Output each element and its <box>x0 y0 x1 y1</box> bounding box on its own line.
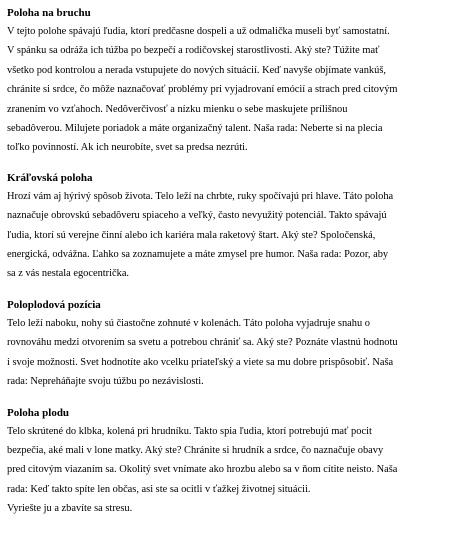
paragraph-line: Telo leží naboku, nohy sú čiastočne zohnuté v kolenách. Táto poloha vyjadruje snahu o <box>7 317 370 329</box>
section-spacer <box>7 284 447 297</box>
document-body <box>7 5 447 519</box>
paragraph-line: rada: Nepreháňajte svoju túžbu po nezávislosti. <box>7 376 204 388</box>
paragraph-line: Vyriešte ju a zbavíte sa stresu. <box>7 503 133 515</box>
paragraph-line: toľko povinností. Ak ich neurobíte, svet sa predsa nezrúti. <box>7 142 248 154</box>
paragraph-line: pred citovým viazaním sa. Okolitý svet vnímate ako hrozbu alebo sa v ňom cítite neisto. Naša <box>7 464 398 476</box>
section-kralovska-poloha <box>7 170 447 284</box>
section-spacer <box>7 392 447 405</box>
paragraph-line: naznačuje obrovskú sebadôveru spiaceho a veľký, často nevyužitý potenciál. Takto spávajú <box>7 210 387 222</box>
paragraph-line: ľudia, ktorí sú verejne činní alebo ich kariéra mala raketový štart. Aký ste? Spoločenská, <box>7 229 376 241</box>
paragraph-line: V tejto polohe spávajú ľudia, ktorí predčasne dospeli a už odmalička museli byť samostatní. <box>7 26 390 37</box>
paragraph-line: sebadôverou. Milujete poriadok a máte organizačný talent. Naša rada: Neberte si na plecia <box>7 123 383 135</box>
section-poloha-plodu <box>7 405 447 519</box>
paragraph-line: rovnováhu medzi otvorením sa svetu a potrebou chrániť sa. Aký ste? Poznáte vlastnú hodnotu <box>7 337 398 349</box>
paragraph-line: i svoje možnosti. Svet hodnotíte ako vcelku priateľský a viete sa mu dobre prispôsobiť. Naša <box>7 356 394 368</box>
section-poloha-na-bruchu <box>7 5 447 158</box>
section-spacer <box>7 158 447 170</box>
paragraph-line: rada: Keď takto spíte len občas, asi ste sa ocitli v ťažkej životnej situácii. <box>7 483 311 495</box>
section-heading: Poloha plodu <box>7 406 70 419</box>
paragraph-line: zranením vo vzťahoch. Nedôverčivosť a nízku mienku o sebe maskujete prílišnou <box>7 103 348 115</box>
paragraph-line: V spánku sa odráža ich túžba po bezpečí a rodičovskej starostlivosti. Aký ste? Túžite mať <box>7 45 380 57</box>
section-poloplodova-pozicia <box>7 297 447 392</box>
paragraph-line: všetko pod kontrolou a nerada vstupujete do nových situácií. Keď navyše objímate vankúš, <box>7 64 386 76</box>
paragraph-line: sa z vás nestala egocentrička. <box>7 268 130 280</box>
section-heading: Poloplodová pozícia <box>7 298 101 311</box>
section-heading: Poloha na bruchu <box>7 7 91 19</box>
section-heading: Kráľovská poloha <box>7 171 93 184</box>
paragraph-line: Hrozí vám aj hýrivý spôsob života. Telo leží na chrbte, ruky spočívajú pri hlave. Táto poloha <box>7 190 394 202</box>
paragraph-line: Telo skrútené do klbka, kolená pri hrudníku. Takto spia ľudia, ktorí potrebujú mať pocit <box>7 425 372 437</box>
paragraph-line: chránite si srdce, čo môže naznačovať problémy pri vyjadrovaní emócií a strach pred citovým <box>7 84 398 96</box>
paragraph-line: bezpečia, aké mali v lone matky. Aký ste? Chránite si hrudník a srdce, čo naznačuje obavy <box>7 444 384 456</box>
paragraph-line: energická, odvážna. Ľahko sa zoznamujete a máte zmysel pre humor. Naša rada: Pozor, aby <box>7 249 389 261</box>
